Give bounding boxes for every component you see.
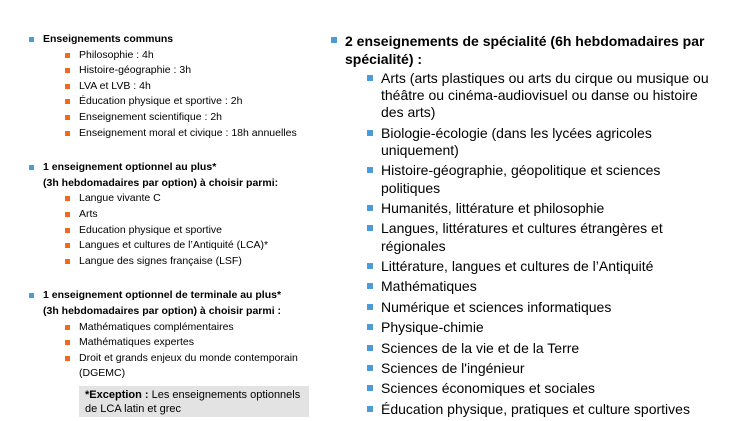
square-bullet-icon <box>65 356 70 361</box>
square-bullet-icon <box>65 115 70 120</box>
specialty-list <box>330 70 722 418</box>
square-bullet-icon <box>65 212 70 217</box>
list-item: Mathématiques <box>367 278 722 295</box>
section-title-line2: (3h hebdomadaires par option) à choisir parmi: <box>43 176 279 189</box>
square-bullet-icon <box>367 385 373 391</box>
list-item: Histoire-géographie : 3h <box>65 63 318 79</box>
square-bullet-icon <box>367 365 373 371</box>
optional-courses-list <box>28 191 318 269</box>
list-item: Éducation physique, pratiques et culture sportives <box>367 401 722 418</box>
list-item: Histoire-géographie, géopolitique et sciences politiques <box>367 162 722 196</box>
square-bullet-icon <box>65 53 70 58</box>
list-item: LVA et LVB : 4h <box>65 79 318 95</box>
square-bullet-icon <box>367 205 373 211</box>
square-bullet-icon <box>65 243 70 248</box>
list-item: Arts (arts plastiques ou arts du cirque ou musique ou théâtre ou cinéma-audiovisuel ou danse ou histoire des arts) <box>367 70 722 122</box>
list-item: Numérique et sciences informatiques <box>367 299 722 316</box>
section-title: Enseignements communs <box>43 33 174 45</box>
section-title-line1: 1 enseignement optionnel de terminale au plus* <box>43 289 282 302</box>
list-item: Langues et cultures de l’Antiquité (LCA)* <box>65 238 318 254</box>
square-bullet-icon <box>367 324 373 330</box>
square-bullet-icon <box>367 283 373 289</box>
section-title-line2: (3h hebdomadaires par option) à choisir parmi : <box>43 304 282 317</box>
square-bullet-icon <box>367 406 373 412</box>
list-item: Arts <box>65 207 318 223</box>
list-item: Physique-chimie <box>367 319 722 336</box>
square-bullet-icon <box>65 68 70 73</box>
list-item: Littérature, langues et cultures de l’Antiquité <box>367 258 722 275</box>
square-bullet-icon <box>65 325 70 330</box>
list-item: Enseignement moral et civique : 18h annuelles <box>65 126 318 142</box>
square-bullet-icon <box>367 263 373 269</box>
exception-text: Les enseignements optionnels de LCA latin et grec <box>85 388 301 416</box>
square-bullet-icon <box>367 304 373 310</box>
square-bullet-icon <box>65 340 70 345</box>
square-bullet-icon <box>29 37 34 42</box>
square-bullet-icon <box>65 131 70 136</box>
common-courses-list <box>28 48 318 142</box>
list-item: Sciences économiques et sociales <box>367 380 722 397</box>
list-item: Mathématiques complémentaires <box>65 320 318 336</box>
list-item: Sciences de la vie et de la Terre <box>367 340 722 357</box>
square-bullet-icon <box>367 75 373 81</box>
list-item: Enseignement scientifique : 2h <box>65 110 318 126</box>
list-item: Langue vivante C <box>65 191 318 207</box>
square-bullet-icon <box>367 225 373 231</box>
list-item: Sciences de l'ingénieur <box>367 360 722 377</box>
list-item: Langues, littératures et cultures étrangères et régionales <box>367 220 722 254</box>
list-item: Mathématiques expertes <box>65 335 318 351</box>
exception-label: *Exception : <box>85 388 149 401</box>
square-bullet-icon <box>29 293 34 298</box>
exception-note <box>79 386 309 417</box>
specialty-title: 2 enseignements de spécialité (6h hebdomadaires par spécialité) : <box>345 33 705 67</box>
square-bullet-icon <box>65 84 70 89</box>
square-bullet-icon <box>65 196 70 201</box>
square-bullet-icon <box>65 99 70 104</box>
square-bullet-icon <box>367 167 373 173</box>
list-item: Education physique et sportive <box>65 223 318 239</box>
square-bullet-icon <box>65 259 70 264</box>
square-bullet-icon <box>367 345 373 351</box>
section-title-line1: 1 enseignement optionnel au plus* <box>43 161 217 174</box>
list-item: Droit et grands enjeux du monde contemporain (DGEMC) <box>65 351 318 382</box>
left-column <box>28 32 318 417</box>
right-column <box>330 32 722 421</box>
section-terminale-optional <box>28 288 318 319</box>
list-item: Éducation physique et sportive : 2h <box>65 94 318 110</box>
specialty-heading <box>330 32 722 68</box>
list-item: Biologie-écologie (dans les lycées agricoles uniquement) <box>367 125 722 159</box>
terminale-optional-list <box>28 320 318 382</box>
square-bullet-icon <box>331 37 337 43</box>
square-bullet-icon <box>367 130 373 136</box>
square-bullet-icon <box>29 165 34 170</box>
section-common-courses <box>28 32 318 48</box>
list-item: Philosophie : 4h <box>65 48 318 64</box>
section-optional-course <box>28 160 318 191</box>
list-item: Langue des signes française (LSF) <box>65 254 318 270</box>
square-bullet-icon <box>65 228 70 233</box>
list-item: Humanités, littérature et philosophie <box>367 200 722 217</box>
